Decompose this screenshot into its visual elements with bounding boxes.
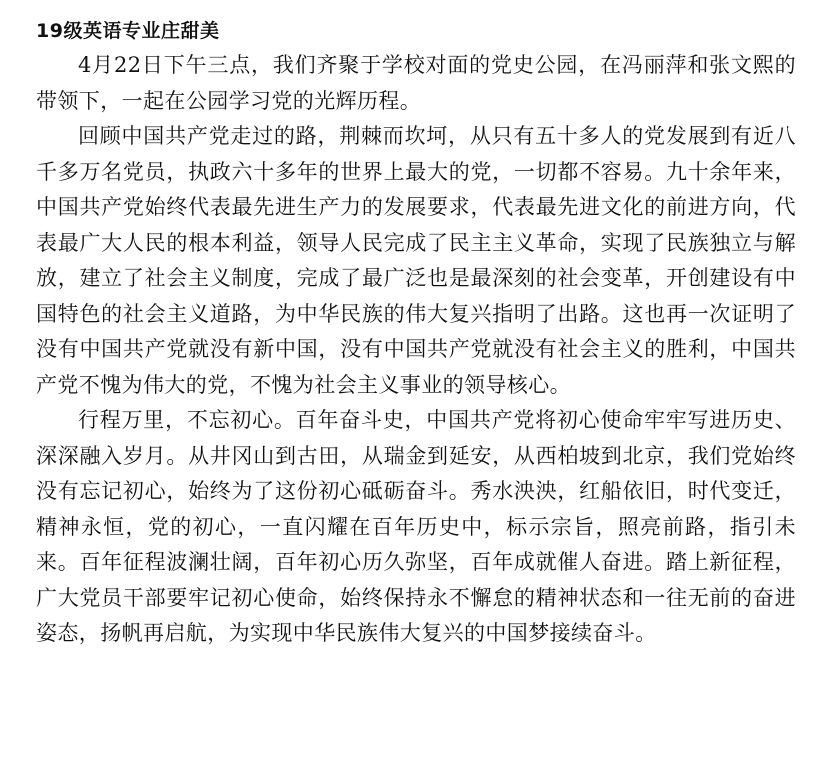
document-body [36, 14, 796, 652]
paragraph-history: 回顾中国共产党走过的路，荆棘而坎坷，从只有五十多人的党发展到有近八千多万名党员，执政六十多年的世界上最大的党，一切都不容易。九十余年来，中国共产党始终代表最先进生产力的发展要求，代表最先进文化的前进方向，代表最广大人民的根本利益，领导人民完成了民主主义革命，实现了民族独立与解放，建立了社会主义制度，完成了最广泛也是最深刻的社会变革，开创建设有中国特色的社会主义道路，为中华民族的伟大复兴指明了出路。这也再一次证明了没有中国共产党就没有新中国，没有中国共产党就没有社会主义的胜利，中国共产党不愧为伟大的党，不愧为社会主义事业的领导核心。 [36, 124, 796, 397]
document-title: 19级英语专业庄甜美 [36, 20, 220, 42]
paragraph-intro: 4月22日下午三点，我们齐聚于学校对面的党史公园，在冯丽萍和张文熙的带领下，一起在公园学习党的光辉历程。 [36, 53, 796, 113]
paragraph-original-aspiration: 行程万里，不忘初心。百年奋斗史，中国共产党将初心使命牢牢写进历史、深深融入岁月。从井冈山到古田，从瑞金到延安，从西柏坡到北京，我们党始终没有忘记初心，始终为了这份初心砥砺奋斗。秀水泱泱，红船依旧，时代变迁，精神永恒，党的初心，一直闪耀在百年历史中，标示宗旨，照亮前路，指引未来。百年征程波澜壮阔，百年初心历久弥坚，百年成就催人奋进。踏上新征程，广大党员干部要牢记初心使命，始终保持永不懈怠的精神状态和一往无前的奋进姿态，扬帆再启航，为实现中华民族伟大复兴的中国梦接续奋斗。 [36, 408, 796, 645]
